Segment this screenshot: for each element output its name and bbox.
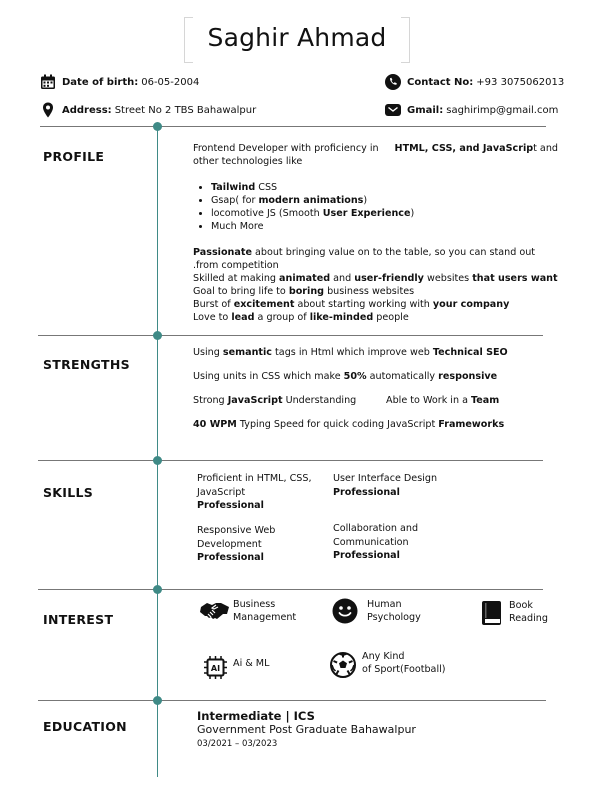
skill-name: User Interface Design [333, 473, 438, 484]
profile-bold: Passionate [193, 247, 252, 258]
profile-intro-bold: HTML, CSS, and JavaScrip [394, 143, 534, 154]
skill-name: Collaboration and [333, 523, 419, 534]
profile-line [193, 246, 558, 259]
strength-text: tags in Html which improve web [272, 347, 433, 358]
profile-bold: animated [279, 273, 331, 284]
dob-row [40, 74, 199, 90]
list-item [211, 181, 414, 194]
email-value[interactable]: saghirimp@gmail.com [446, 104, 559, 116]
timeline-dot [153, 331, 162, 340]
bullet-bold: User Experience [322, 208, 411, 219]
profile-line [193, 311, 558, 324]
skill-item [197, 472, 312, 513]
bullet-bold: modern animations [258, 195, 364, 206]
calendar-icon [40, 74, 56, 90]
profile-intro-segment: t and [533, 143, 558, 154]
strength-text: automatically [366, 371, 439, 382]
strength-bold: semantic [222, 347, 272, 358]
phone-row [385, 74, 564, 90]
interest-label: Business [233, 599, 276, 610]
profile-line [193, 272, 558, 285]
bullet-text: locomotive JS (Smooth [211, 208, 323, 219]
interest-item [509, 599, 548, 625]
interest-label: Book [509, 600, 533, 611]
interest-item [367, 598, 421, 624]
strength-bold: 40 WPM [193, 419, 237, 430]
profile-bold: that users want [472, 273, 558, 284]
skill-item [333, 522, 418, 563]
divider-strengths [38, 460, 543, 461]
profile-text: people [373, 312, 409, 323]
skill-name: Proficient in HTML, CSS, [197, 473, 312, 484]
interest-label: of Sport(Football) [362, 664, 446, 675]
name-header [184, 17, 410, 61]
profile-bold: boring [288, 286, 325, 297]
profile-paragraph [193, 246, 558, 324]
address-label: Address: [62, 104, 112, 116]
strength-bold: JavaScript [227, 395, 283, 406]
skill-level: Professional [333, 550, 400, 561]
section-title-interest: INTEREST [43, 612, 114, 627]
interest-item [362, 650, 446, 676]
section-title-education: EDUCATION [43, 719, 127, 734]
email-icon [385, 102, 401, 118]
skill-item [197, 524, 275, 565]
education-title: Intermediate | ICS [197, 709, 315, 723]
bullet-text: Gsap( for [211, 195, 259, 206]
strength-bold: Technical SEO [432, 347, 508, 358]
strength-side [386, 394, 499, 407]
profile-line [193, 298, 558, 311]
section-title-skills: SKILLS [43, 485, 94, 500]
book-icon [481, 600, 503, 626]
strength-row [193, 346, 508, 359]
strength-text: Using [193, 347, 223, 358]
interest-label: Reading [509, 613, 548, 624]
divider-profile [38, 335, 543, 336]
email-row [385, 102, 558, 118]
bullet-text: ) [410, 208, 415, 219]
profile-text: Goal to bring life to [193, 286, 289, 297]
profile-line: .from competition [193, 260, 279, 271]
interest-item [233, 598, 296, 624]
handshake-icon [200, 598, 230, 624]
profile-text: and [330, 273, 355, 284]
profile-bold: like-minded [309, 312, 374, 323]
list-item [211, 194, 414, 207]
ai-chip-icon [203, 655, 228, 680]
section-title-profile: PROFILE [43, 149, 105, 164]
candidate-name: Saghir Ahmad [207, 23, 387, 52]
strength-text: Strong [193, 395, 228, 406]
section-title-strengths: STRENGTHS [43, 357, 130, 372]
interest-label: Management [233, 612, 297, 623]
interest-item [233, 657, 269, 670]
interest-label: Ai & ML [233, 658, 270, 669]
strength-text: Understanding [282, 395, 357, 406]
skill-item [333, 472, 437, 499]
strength-text: Able to Work in a [386, 395, 472, 406]
list-item: • Much More [211, 220, 414, 233]
list-item [211, 207, 414, 220]
profile-text: Love to [193, 312, 232, 323]
skill-name: Development [197, 538, 262, 550]
profile-line [193, 285, 558, 298]
profile-intro-line: other technologies like [193, 156, 303, 167]
strength-bold: responsive [438, 371, 498, 382]
skill-level: Professional [333, 486, 400, 498]
strength-bold: Frameworks [438, 419, 505, 430]
dob-value: 06-05-2004 [141, 76, 200, 88]
skill-name: Responsive Web [197, 525, 276, 536]
education-school: Government Post Graduate Bahawalpur [197, 723, 416, 736]
phone-value[interactable]: +93 3075062013 [476, 76, 565, 88]
address-value: Street No 2 TBS Bahawalpur [114, 104, 257, 116]
skill-level: Professional [197, 552, 264, 563]
bullet-text: CSS [255, 182, 278, 193]
strength-text: Using units in CSS which make [193, 371, 344, 382]
divider-skills [38, 589, 543, 590]
svg-text:AI: AI [210, 664, 221, 673]
profile-bold: user-friendly [354, 273, 424, 284]
skill-name: Communication [333, 536, 409, 548]
strength-row [193, 370, 497, 383]
education-dates: 03/2021 – 03/2023 [197, 739, 278, 749]
timeline-dot [153, 456, 162, 465]
timeline-line [157, 127, 158, 777]
skill-level: Professional [197, 500, 264, 511]
profile-text: websites [423, 273, 473, 284]
profile-text: business websites [324, 286, 415, 297]
profile-text: about starting working with [294, 299, 433, 310]
profile-intro-line [193, 142, 558, 155]
phone-icon [385, 74, 401, 90]
profile-text: a group of [254, 312, 310, 323]
smiley-face-icon [332, 598, 358, 624]
strength-bold: Team [471, 395, 500, 406]
dob-label: Date of birth: [62, 76, 139, 88]
timeline-dot [153, 585, 162, 594]
divider-interest [38, 700, 546, 701]
strength-row [193, 394, 356, 407]
address-row [40, 102, 256, 118]
timeline-dot [153, 122, 162, 131]
profile-intro-segment: Frontend Developer with proficiency in [193, 143, 379, 154]
profile-bold: lead [231, 312, 255, 323]
divider-header [40, 126, 546, 127]
location-pin-icon [40, 102, 56, 118]
strength-row [193, 418, 504, 431]
profile-text: Skilled at making [193, 273, 280, 284]
strength-bold: 50% [343, 371, 367, 382]
email-label: Gmail: [407, 104, 444, 116]
bullet-text: ) [363, 195, 368, 206]
skill-name: JavaScript [197, 486, 246, 498]
profile-bullet-list [193, 181, 414, 233]
profile-bold: your company [432, 299, 510, 310]
phone-label: Contact No: [407, 76, 474, 88]
profile-text: Burst of [193, 299, 234, 310]
profile-intro [193, 142, 558, 168]
bullet-bold: Tailwind [211, 182, 256, 193]
profile-text: about bringing value on to the table, so you can stand out [251, 247, 536, 258]
interest-label: Psychology [367, 612, 421, 623]
timeline-dot [153, 696, 162, 705]
football-icon [330, 652, 356, 678]
profile-bold: excitement [233, 299, 295, 310]
interest-label: Human [367, 599, 402, 610]
interest-label: Any Kind [362, 651, 405, 662]
strength-text: Typing Speed for quick coding JavaScript [236, 419, 439, 430]
